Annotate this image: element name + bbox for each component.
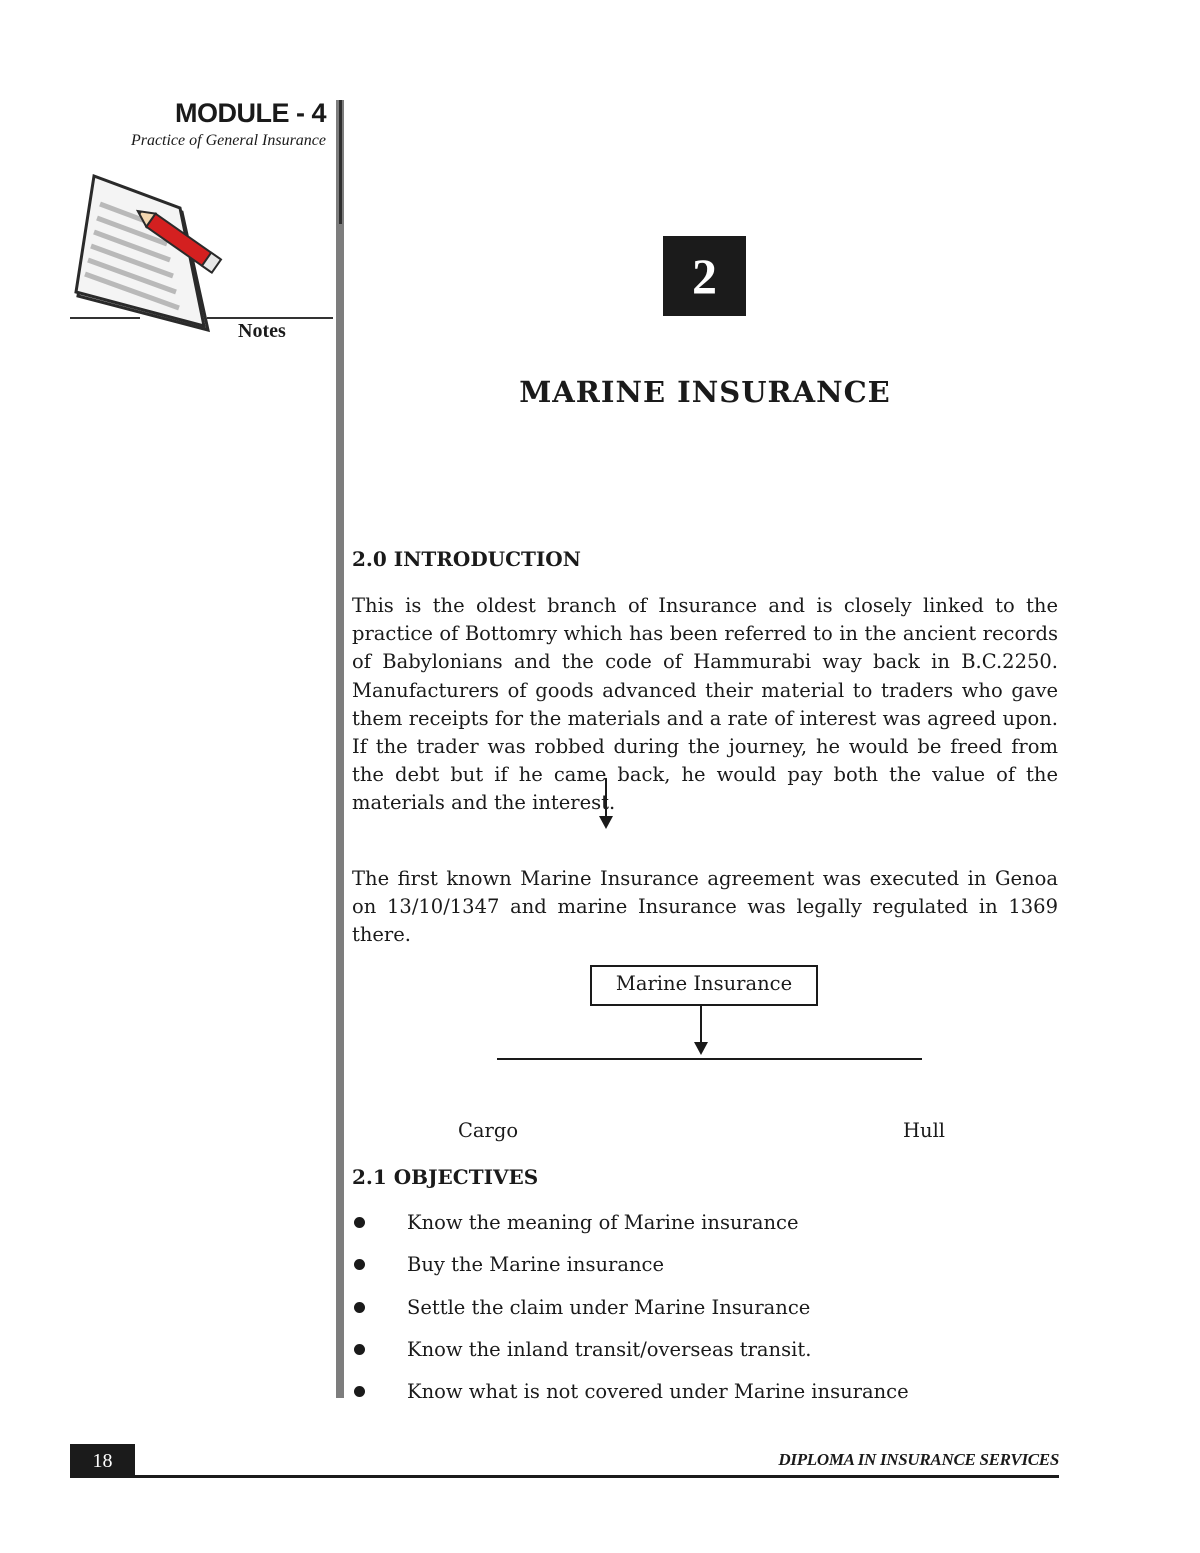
- footer-rule: [135, 1475, 1059, 1478]
- intro-paragraph: The first known Marine Insurance agreement was executed in Genoa on 13/10/1347 and marine Insurance was legally regulated in 1369 there.: [352, 867, 1058, 947]
- down-arrow-icon: [598, 776, 614, 830]
- chapter-title: MARINE INSURANCE: [519, 375, 891, 409]
- footer-course-title: DIPLOMA IN INSURANCE SERVICES: [778, 1450, 1059, 1469]
- module-subtitle: Practice of General Insurance: [130, 132, 326, 149]
- diagram-branch-line: [497, 1058, 922, 1060]
- module-title: MODULE - 4: [174, 98, 326, 128]
- objectives-list: [352, 1208, 909, 1419]
- notes-rule: [70, 317, 140, 319]
- diagram-root-box: Marine Insurance: [590, 965, 818, 1006]
- list-item: [352, 1208, 909, 1250]
- objective-text: Know what is not covered under Marine insurance: [407, 1380, 909, 1404]
- list-item: [352, 1335, 909, 1377]
- bullet-icon: [354, 1217, 365, 1228]
- margin-bar-accent: [339, 100, 342, 224]
- section-heading-objectives: 2.1 OBJECTIVES: [352, 1165, 539, 1189]
- objective-text: Settle the claim under Marine Insurance: [407, 1295, 811, 1319]
- diagram-branch-hull: Hull: [903, 1119, 946, 1142]
- objective-text: Know the meaning of Marine insurance: [407, 1211, 799, 1234]
- bullet-icon: [354, 1386, 365, 1397]
- notes-label: Notes: [238, 320, 286, 342]
- list-item: [352, 1293, 909, 1335]
- objective-text: Know the inland transit/overseas transit.: [407, 1337, 812, 1361]
- list-item: [352, 1250, 909, 1292]
- bullet-icon: [354, 1302, 365, 1313]
- page-number: 18: [70, 1444, 135, 1478]
- bullet-icon: [354, 1344, 365, 1355]
- objective-text: Buy the Marine insurance: [407, 1253, 665, 1277]
- intro-paragraph: This is the oldest branch of Insurance and is closely linked to the practice of Bottomry which has been referred to in the ancient records of Babylonians and the code of Hammurabi way back in B.C.2250. Manufacturers of goods advanced their material to traders who gave them receipts for the materials and a rate of interest was agreed upon. If the trader was robbed during the journey, he would be freed from the debt but if he came back, he would pay both the value of the materials and the interest.: [352, 594, 1058, 815]
- margin-bar: [336, 100, 344, 1398]
- chapter-number: 2: [663, 236, 746, 316]
- list-item: [352, 1377, 909, 1419]
- bullet-icon: [354, 1259, 365, 1270]
- diagram-branch-cargo: Cargo: [458, 1119, 519, 1142]
- down-arrow-icon: [692, 1004, 710, 1056]
- section-heading-introduction: 2.0 INTRODUCTION: [352, 547, 581, 571]
